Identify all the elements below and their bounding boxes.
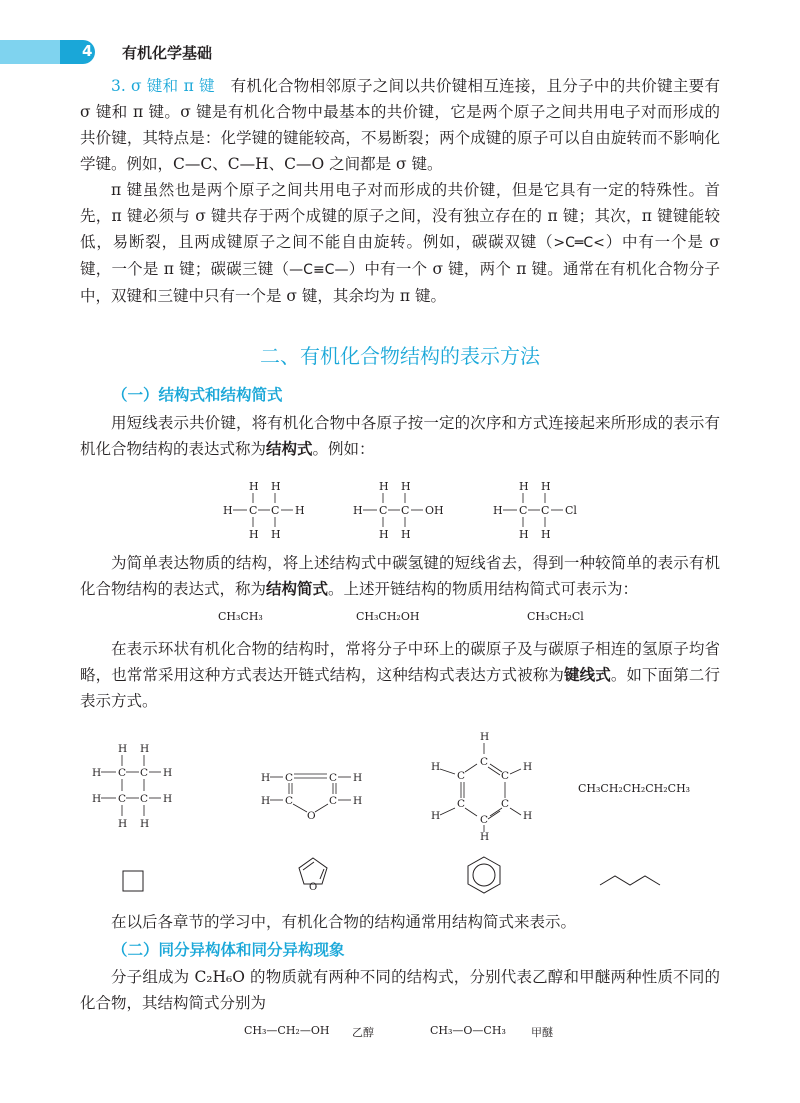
isomer-text: 分子组成为 C₂H₆O 的物质就有两种不同的结构式，分别代表乙醇和甲醚两种性质不同的化合物，其结构简式分别为	[80, 968, 720, 1012]
structural-formula-paragraph	[80, 410, 720, 462]
double-bond-symbol: >C═C<	[553, 235, 605, 251]
svg-text:H: H	[295, 504, 305, 517]
sk-text-a: 在表示环状有机化合物的结构时，常将分子中环上的碳原子及与碳原子相连的氢原子均省略，也常常采用这种方式表达开链式结构，这种结构式表达方式被称为	[80, 640, 720, 684]
svg-text:H: H	[519, 480, 529, 493]
pi-text-c: ）中有一个 σ 键，两个 π 键。通常在有机化合物分子中，双键和三键中只有一个是 σ 键，其余均为 π 键。	[80, 260, 720, 305]
page-number: 4	[82, 42, 93, 60]
closing-note-text: 在以后各章节的学习中，有机化合物的结构通常用结构简式来表示。	[111, 913, 577, 931]
sigma-pi-term: 3. σ 键和 π 键	[111, 77, 215, 95]
svg-text:C: C	[457, 798, 466, 810]
condensed-ethane: CH₃CH₃	[218, 610, 263, 623]
cyclobutane-structure	[92, 743, 172, 830]
svg-text:H: H	[523, 761, 533, 773]
svg-text:C: C	[271, 504, 280, 517]
svg-text:H: H	[493, 504, 503, 517]
svg-text:Cl: Cl	[565, 504, 577, 517]
svg-text:H: H	[401, 528, 411, 541]
ethanol-name: 乙醇	[352, 1026, 374, 1039]
svg-text:H: H	[353, 504, 363, 517]
svg-text:H: H	[353, 772, 363, 784]
sigma-pi-section	[80, 73, 720, 309]
keyword-structural-formula: 结构式	[266, 439, 313, 458]
condensed-formula-paragraph	[80, 550, 720, 602]
svg-text:H: H	[249, 528, 259, 541]
svg-text:H: H	[523, 810, 533, 822]
svg-text:C: C	[519, 504, 528, 517]
svg-text:OH: OH	[425, 504, 444, 517]
header-accent-bar-light	[0, 40, 60, 64]
svg-text:H: H	[431, 761, 441, 773]
svg-text:H: H	[431, 810, 441, 822]
svg-text:H: H	[140, 743, 150, 755]
keyword-skeletal-formula: 键线式	[563, 665, 611, 684]
svg-text:C: C	[329, 772, 338, 784]
subsection-heading-1: （一）结构式和结构简式	[112, 386, 283, 404]
svg-text:H: H	[163, 767, 173, 779]
svg-text:C: C	[329, 795, 338, 807]
svg-text:O: O	[309, 882, 318, 893]
svg-text:C: C	[118, 793, 127, 805]
running-title: 有机化学基础	[122, 44, 213, 62]
ether-name: 甲醚	[531, 1026, 553, 1039]
isomer-paragraph	[80, 964, 720, 1016]
skeletal-formulas	[110, 852, 680, 902]
svg-text:H: H	[223, 504, 233, 517]
closing-note	[80, 909, 720, 935]
svg-text:C: C	[480, 756, 489, 768]
svg-text:H: H	[480, 731, 490, 743]
pentane-skeletal	[600, 876, 660, 885]
svg-text:C: C	[457, 770, 466, 782]
svg-text:C: C	[379, 504, 388, 517]
svg-text:H: H	[140, 818, 150, 830]
pi-paragraph	[80, 177, 720, 309]
svg-text:H: H	[379, 528, 389, 541]
svg-text:H: H	[541, 528, 551, 541]
svg-text:H: H	[261, 772, 271, 784]
svg-text:H: H	[92, 793, 102, 805]
svg-text:C: C	[401, 504, 410, 517]
condensed-ethanol: CH₃CH₂OH	[356, 610, 420, 623]
ethanol-structure	[353, 480, 444, 541]
cf-text-a: 为简单表达物质的结构，将上述结构式中碳氢键的短线省去，得到一种较简单的表示有机化合物结构的表达式，称为	[80, 554, 720, 598]
svg-text:H: H	[271, 528, 281, 541]
ether-formula: CH₃—O—CH₃	[430, 1024, 506, 1037]
benzene-skeletal	[468, 857, 500, 893]
furan-skeletal	[299, 858, 327, 884]
svg-text:C: C	[501, 798, 510, 810]
svg-text:C: C	[285, 772, 294, 784]
svg-text:C: C	[118, 767, 127, 779]
svg-text:C: C	[501, 770, 510, 782]
svg-text:H: H	[353, 795, 363, 807]
svg-text:C: C	[140, 767, 149, 779]
svg-text:C: C	[285, 795, 294, 807]
benzene-structure	[431, 731, 532, 840]
svg-text:H: H	[271, 480, 281, 493]
svg-text:C: C	[480, 814, 489, 826]
ethane-structure	[223, 480, 305, 541]
svg-text:H: H	[519, 528, 529, 541]
svg-text:H: H	[480, 831, 490, 840]
page-header	[0, 40, 800, 64]
svg-text:C: C	[249, 504, 258, 517]
sf-text-a: 用短线表示共价键，将有机化合物中各原子按一定的次序和方式连接起来所形成的表示有机化合物结构的表达式称为	[80, 414, 720, 458]
triple-bond-symbol: —C≡C—	[289, 262, 349, 278]
svg-text:H: H	[261, 795, 271, 807]
svg-text:H: H	[118, 818, 128, 830]
svg-text:H: H	[163, 793, 173, 805]
sigma-text-1: 有机化合物相邻原子之间以共价键相互连接，且分子中的共价键主	[230, 77, 689, 95]
keyword-condensed-formula: 结构简式	[266, 579, 329, 598]
pi-text-a: π 键虽然也是两个原子之间共用电子对而形成的共价键，但是它具有一定的特殊性。首先，π 键必须与 σ 键共存于两个成键的原子之间，没有独立存在的 π 键；其次，π 键键能较低，易断裂，且两成键原子之间不能自由旋转。例如，碳碳双键（	[80, 181, 720, 251]
furan-structure	[261, 772, 362, 822]
svg-text:H: H	[379, 480, 389, 493]
structural-formulas	[215, 478, 595, 544]
cf-text-b: 。上述开链结构的物质用结构简式可表示为：	[328, 580, 639, 598]
pi-text-b: ）中有一个是 σ 键，一个是 π 键；碳碳三键（	[80, 233, 720, 278]
svg-text:H: H	[118, 743, 128, 755]
cyclobutane-skeletal	[123, 871, 143, 891]
ethanol-formula: CH₃—CH₂—OH	[244, 1024, 330, 1037]
svg-text:H: H	[92, 767, 102, 779]
svg-text:H: H	[541, 480, 551, 493]
subsection-heading-2: （二）同分异构体和同分异构现象	[112, 941, 345, 959]
condensed-chloroethane: CH₃CH₂Cl	[527, 610, 584, 623]
section-title: 二、有机化合物结构的表示方法	[260, 344, 540, 368]
sigma-text-2: 要有 σ 键和 π 键。σ 键是有机化合物中最基本的共价键，它是两个原子之间共用电子对而形成的共价键，其特点是：化学键的键能较高，不易断裂；两个成键的原子可以自由旋转而不影响化学键。例如，C—C、C—H、C—O 之间都是 σ 键。	[80, 77, 720, 173]
skeletal-formula-paragraph	[80, 636, 720, 714]
chloroethane-structure	[493, 480, 577, 541]
pentane-condensed: CH₃CH₂CH₂CH₂CH₃	[578, 782, 691, 795]
svg-text:C: C	[140, 793, 149, 805]
sk-text-b: 。如下面第二行表示方式。	[80, 666, 720, 710]
svg-text:C: C	[541, 504, 550, 517]
sf-text-b: 。例如：	[312, 440, 375, 458]
svg-text:H: H	[249, 480, 259, 493]
sigma-paragraph	[80, 73, 720, 177]
svg-text:H: H	[401, 480, 411, 493]
svg-text:O: O	[307, 810, 316, 822]
